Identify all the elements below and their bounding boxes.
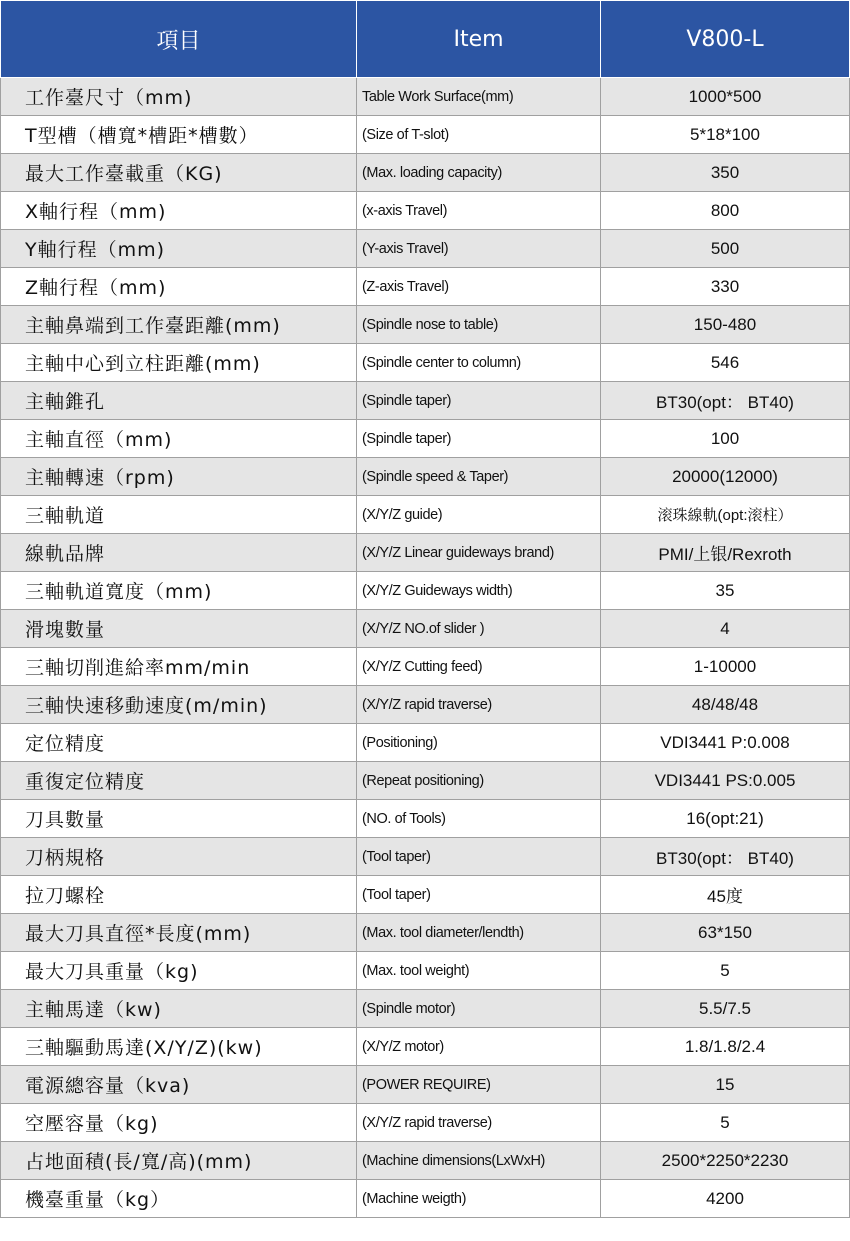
spec-label-en: (Y-axis Travel) xyxy=(357,230,601,268)
header-model: V800-L xyxy=(601,1,850,78)
spec-label-cn: 占地面積(長/寬/高)(mm) xyxy=(1,1142,357,1180)
header-row xyxy=(1,1,850,78)
spec-value: 5*18*100 xyxy=(601,116,850,154)
spec-label-en: (Machine weigth) xyxy=(357,1180,601,1218)
spec-label-cn: X軸行程（mm) xyxy=(1,192,357,230)
spec-value: 20000(12000) xyxy=(601,458,850,496)
spec-label-en: (X/Y/Z Linear guideways brand) xyxy=(357,534,601,572)
spec-label-cn: 主軸直徑（mm) xyxy=(1,420,357,458)
spec-value: 45度 xyxy=(601,876,850,914)
spec-label-en: (Machine dimensions(LxWxH) xyxy=(357,1142,601,1180)
spec-value: BT30(opt： BT40) xyxy=(601,838,850,876)
spec-value: 1-10000 xyxy=(601,648,850,686)
spec-label-cn: Y軸行程（mm) xyxy=(1,230,357,268)
spec-label-en: (POWER REQUIRE) xyxy=(357,1066,601,1104)
spec-label-en: Table Work Surface(mm) xyxy=(357,78,601,116)
spec-label-en: (Z-axis Travel) xyxy=(357,268,601,306)
table-row xyxy=(1,648,850,686)
spec-label-cn: 空壓容量（kg) xyxy=(1,1104,357,1142)
table-row xyxy=(1,610,850,648)
table-row xyxy=(1,914,850,952)
spec-value: VDI3441 P:0.008 xyxy=(601,724,850,762)
table-row xyxy=(1,78,850,116)
spec-label-en: (Max. tool diameter/lendth) xyxy=(357,914,601,952)
spec-label-cn: 三軸軌道 xyxy=(1,496,357,534)
spec-label-en: (X/Y/Z motor) xyxy=(357,1028,601,1066)
spec-label-cn: 刀柄規格 xyxy=(1,838,357,876)
spec-label-cn: 主軸轉速（rpm) xyxy=(1,458,357,496)
spec-label-en: (Spindle motor) xyxy=(357,990,601,1028)
spec-label-cn: 三軸快速移動速度(m/min) xyxy=(1,686,357,724)
spec-label-en: (Spindle speed & Taper) xyxy=(357,458,601,496)
spec-label-cn: 電源總容量（kva) xyxy=(1,1066,357,1104)
spec-value: 15 xyxy=(601,1066,850,1104)
table-row xyxy=(1,724,850,762)
table-row xyxy=(1,1142,850,1180)
spec-label-cn: 線軌品牌 xyxy=(1,534,357,572)
spec-label-cn: 滑塊數量 xyxy=(1,610,357,648)
table-row xyxy=(1,458,850,496)
spec-label-cn: 最大工作臺載重（KG) xyxy=(1,154,357,192)
table-row xyxy=(1,534,850,572)
spec-label-en: (NO. of Tools) xyxy=(357,800,601,838)
spec-label-cn: 主軸鼻端到工作臺距離(mm) xyxy=(1,306,357,344)
spec-label-en: (Size of T-slot) xyxy=(357,116,601,154)
spec-label-cn: 定位精度 xyxy=(1,724,357,762)
table-row xyxy=(1,762,850,800)
spec-label-cn: 最大刀具直徑*長度(mm) xyxy=(1,914,357,952)
spec-label-cn: 最大刀具重量（kg) xyxy=(1,952,357,990)
spec-value: 5 xyxy=(601,952,850,990)
spec-label-cn: 重復定位精度 xyxy=(1,762,357,800)
spec-value: 1.8/1.8/2.4 xyxy=(601,1028,850,1066)
spec-value: 63*150 xyxy=(601,914,850,952)
spec-value: 100 xyxy=(601,420,850,458)
table-row xyxy=(1,230,850,268)
spec-value: 330 xyxy=(601,268,850,306)
spec-value: 350 xyxy=(601,154,850,192)
spec-value: 150-480 xyxy=(601,306,850,344)
spec-label-en: (Spindle taper) xyxy=(357,382,601,420)
spec-label-cn: 主軸馬達（kw) xyxy=(1,990,357,1028)
spec-value: VDI3441 PS:0.005 xyxy=(601,762,850,800)
table-row xyxy=(1,420,850,458)
spec-value: 48/48/48 xyxy=(601,686,850,724)
spec-label-en: (Repeat positioning) xyxy=(357,762,601,800)
spec-label-cn: 刀具數量 xyxy=(1,800,357,838)
spec-label-en: (X/Y/Z NO.of slider ) xyxy=(357,610,601,648)
spec-value: 2500*2250*2230 xyxy=(601,1142,850,1180)
spec-label-cn: Z軸行程（mm) xyxy=(1,268,357,306)
table-row xyxy=(1,838,850,876)
spec-label-en: (Tool taper) xyxy=(357,838,601,876)
table-row xyxy=(1,876,850,914)
spec-label-cn: 主軸錐孔 xyxy=(1,382,357,420)
table-row xyxy=(1,268,850,306)
spec-value: BT30(opt： BT40) xyxy=(601,382,850,420)
spec-value: 546 xyxy=(601,344,850,382)
table-row xyxy=(1,686,850,724)
table-row xyxy=(1,1028,850,1066)
spec-label-en: (Max. loading capacity) xyxy=(357,154,601,192)
spec-value: 5.5/7.5 xyxy=(601,990,850,1028)
spec-value: 16(opt:21) xyxy=(601,800,850,838)
spec-label-en: (X/Y/Z Guideways width) xyxy=(357,572,601,610)
table-row xyxy=(1,572,850,610)
spec-label-cn: 工作臺尺寸（mm) xyxy=(1,78,357,116)
spec-label-en: (Spindle taper) xyxy=(357,420,601,458)
header-item-cn: 項目 xyxy=(1,1,357,78)
spec-value: PMI/上银/Rexroth xyxy=(601,534,850,572)
spec-label-en: (x-axis Travel) xyxy=(357,192,601,230)
spec-value: 35 xyxy=(601,572,850,610)
spec-label-en: (Tool taper) xyxy=(357,876,601,914)
table-row xyxy=(1,382,850,420)
table-body xyxy=(1,78,850,1218)
table-header xyxy=(1,1,850,78)
spec-label-en: (Positioning) xyxy=(357,724,601,762)
spec-value: 4 xyxy=(601,610,850,648)
table-row xyxy=(1,952,850,990)
spec-label-en: (X/Y/Z guide) xyxy=(357,496,601,534)
spec-label-en: (X/Y/Z rapid traverse) xyxy=(357,1104,601,1142)
spec-label-cn: 主軸中心到立柱距離(mm) xyxy=(1,344,357,382)
table-row xyxy=(1,306,850,344)
table-row xyxy=(1,344,850,382)
table-row xyxy=(1,990,850,1028)
spec-label-cn: 機臺重量（kg） xyxy=(1,1180,357,1218)
spec-value: 5 xyxy=(601,1104,850,1142)
spec-value: 1000*500 xyxy=(601,78,850,116)
spec-label-cn: 拉刀螺栓 xyxy=(1,876,357,914)
spec-label-cn: 三軸切削進給率mm/min xyxy=(1,648,357,686)
spec-label-en: (Spindle center to column) xyxy=(357,344,601,382)
table-row xyxy=(1,154,850,192)
spec-label-en: (X/Y/Z rapid traverse) xyxy=(357,686,601,724)
table-row xyxy=(1,1066,850,1104)
table-row xyxy=(1,496,850,534)
spec-label-en: (Max. tool weight) xyxy=(357,952,601,990)
table-row xyxy=(1,1180,850,1218)
spec-value: 4200 xyxy=(601,1180,850,1218)
spec-value: 500 xyxy=(601,230,850,268)
spec-label-cn: T型槽（槽寬*槽距*槽數） xyxy=(1,116,357,154)
table-row xyxy=(1,192,850,230)
table-row xyxy=(1,116,850,154)
table-row xyxy=(1,800,850,838)
spec-label-en: (X/Y/Z Cutting feed) xyxy=(357,648,601,686)
spec-label-en: (Spindle nose to table) xyxy=(357,306,601,344)
table-row xyxy=(1,1104,850,1142)
spec-value: 滚珠線軌(opt:滚柱） xyxy=(601,496,850,534)
spec-value: 800 xyxy=(601,192,850,230)
spec-label-cn: 三軸軌道寬度（mm) xyxy=(1,572,357,610)
header-item-en: Item xyxy=(357,1,601,78)
spec-label-cn: 三軸驅動馬達(X/Y/Z)(kw) xyxy=(1,1028,357,1066)
